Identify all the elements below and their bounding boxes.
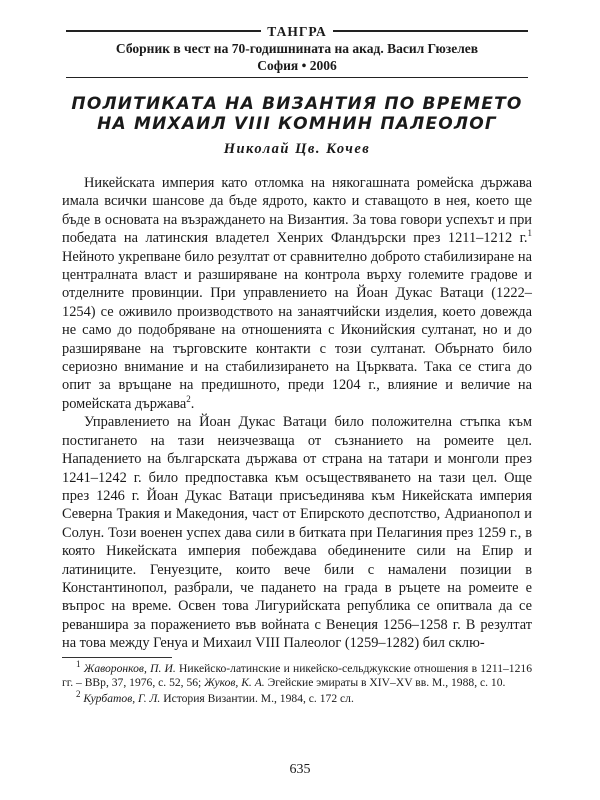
paragraph-1-part-c: . — [190, 395, 195, 412]
paragraph-2: Управлението на Йоан Дукас Ватаци било положителна стъпка към постигането на тази неизчезваща от съзнанието на ромеите цел. Нападението на българската държава от страна на татари и монголи през 1241–1242 г. било предпоставка към осъществяването на тази цел. Още през 1246 г. Йоан Дукас Ватаци присъединява към Никейската империя Северна Тракия и Македония, част от Епирското деспотство, Адрианопол и Солун. Този военен успех дава сили в битката при Пелагиния през 1259 г., в която Никейската империя побеждава обединените сили на Епир и латиниците. Генуезците, които вече били с намалени позиции в Константинопол, разбрали, че падането на града в ръцете на ромеите е въпрос на време. Освен това Лигурийската република се опитвала да се реваншира за поражението във войната с Венеция 1256–1258 г. В резултат на това между Генуа и Михаил VIII Палеолог (1259–1282) бил склю- — [62, 414, 532, 652]
journal-subtitle: Сборник в чест на 70-годишнината на акад. Васил Гюзелев — [115, 41, 479, 56]
article-title-line-2: НА МИХАИЛ VIII КОМНИН ПАЛЕОЛОГ — [97, 114, 497, 134]
footnote-1-text-2: Эгейские эмираты в XIV–XV вв. М., 1988, с. 10. — [264, 676, 506, 690]
paragraph-1 — [62, 174, 532, 413]
paragraph-1-part-a: Никейската империя като отломка на някогашната ромейска държава имала всички шансове да бъде ядрото, както и ставащото в нея, което ще бъде в основата на възраждането на Византия. За това говори успехът и при победата на латинския владетел Хенрих Фландърски през 1211–1212 г. — [62, 175, 532, 247]
article-title — [62, 94, 532, 134]
body-text — [62, 174, 532, 653]
article-title-line-1: ПОЛИТИКАТА НА ВИЗАНТИЯ ПО ВРЕМЕТО — [71, 94, 523, 114]
paragraph-1-part-b: Нейното укрепване било резултат от сравнително доброто стабилизиране на централната власт и разширяване на контрола върху големите градове и отделните провинции. При управлението на Йоан Дукас Ватаци (1222–1254) се оживило производството на занаятчийски изделия, което довежда не само до подобряване на отношенията с Иконийския султанат, но и до разширяване на търговските контакти с този султанат. Обърнато било сериозно внимание и на стабилизирането на Църквата. Така се стига до опит за връщане на предишното, преди 1204 г., влияние и величие на ромейската държава — [62, 248, 532, 412]
footnote-1-number: 1 — [76, 658, 81, 669]
footnote-2-author: Курбатов, Г. Л. — [83, 691, 161, 705]
author-name: Николай Цв. Кочев — [223, 141, 371, 157]
footnote-1 — [62, 658, 532, 691]
journal-title — [62, 23, 532, 40]
footnote-2-text: История Византии. М., 1984, с. 172 сл. — [160, 691, 354, 705]
footnote-1-text: Никейско-латинские и никейско-сельджукские отношения в 1211–1216 гг. – ВВр, 37, 1976, с. 52, 56; — [62, 661, 532, 690]
footnote-ref-2[interactable]: 2 — [186, 394, 191, 405]
footnote-ref-1[interactable]: 1 — [527, 228, 532, 239]
place-year: София • 2006 — [257, 58, 337, 73]
running-head-rule-bottom — [66, 77, 528, 78]
footnote-1-author-2: Жуков, К. А. — [204, 676, 265, 690]
footnote-2-number: 2 — [76, 688, 81, 699]
footnotes — [62, 658, 532, 707]
journal-title-text: ТАНГРА — [261, 24, 332, 39]
footnote-2 — [62, 688, 532, 707]
page-number: 635 — [289, 762, 311, 777]
running-head — [62, 24, 532, 78]
footnote-1-author: Жаворонков, П. И. — [83, 661, 176, 675]
footnote-separator — [62, 657, 172, 658]
